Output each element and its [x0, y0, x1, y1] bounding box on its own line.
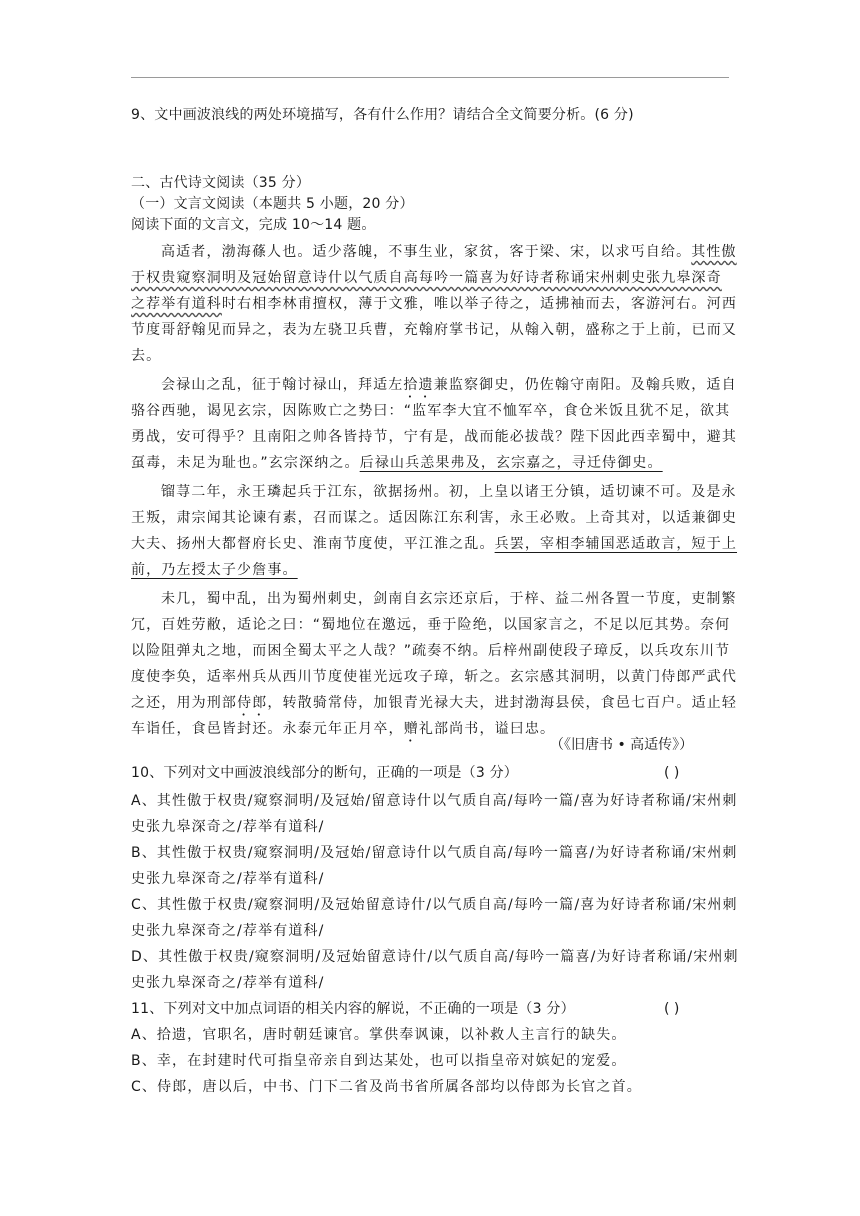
- passage-line: 以险阻弹丸之地，而困全蜀太平之人哉？”疏奏不纳。后梓州副使段子璋反，以兵攻东川节: [131, 643, 731, 659]
- passage-line: 去。: [131, 348, 162, 364]
- passage-text: 大夫、扬州大都督府长史、淮南节度使，平江淮之乱。: [131, 536, 495, 552]
- wavy-underline-text: 之荐举有道科: [131, 296, 222, 312]
- underlined-sentence: 兵罢，宰相李辅国恶适敢言，短于上: [494, 536, 738, 552]
- passage-text: ，转散骑常侍，加银青光禄大夫，进封渤海县侯，食邑七百户。适止轻: [267, 695, 738, 711]
- wavy-underline-text: 于权贵窥察洞明及冠始留意诗什以气质自高每吟一篇喜为好诗者称诵宋州刺史张九皋深奇: [131, 270, 722, 286]
- passage-text: 时右相李林甫擅权，薄于文雅，唯以举子待之，适拂袖而去，客游河右。河西: [221, 296, 738, 312]
- option-a: A、拾遗，官职名，唐时朝廷谏官。掌供奉讽谏，以补救人主言行的缺失。: [131, 1027, 627, 1043]
- passage-line: [161, 242, 737, 262]
- question-9: 9、文中画波浪线的两处环境描写，各有什么作用？请结合全文简要分析。(6 分): [131, 107, 634, 123]
- passage-line: 镏荨二年，永王璘起兵于江东，欲据扬州。初，上皇以诸王分镇，适切谏不可。及是永: [161, 484, 737, 500]
- option-a: A、其性傲于权贵/窥察洞明/及冠始/留意诗什以气质自高/每吟一篇/喜为好诗者称诵/宋州刺: [131, 793, 738, 809]
- question-11-stem: 11、下列对文中加点词语的相关内容的解说，不正确的一项是（3 分）: [131, 1001, 575, 1017]
- passage-text: 礼部尚书，谥曰忠。: [418, 721, 556, 737]
- option-b: B、其性傲于权贵/窥察洞明/及冠始/留意诗什以气质自高/每吟一篇喜/为好诗者称诵/宋州刺: [131, 845, 738, 861]
- header-rule: [131, 77, 729, 78]
- answer-blank[interactable]: ( ): [664, 765, 680, 781]
- dotted-term: 侍郎: [237, 695, 268, 711]
- passage-line: 王叛，肃宗闻其论谏有素，召而谋之。适因陈江东利害，永王必败。上奇其对，以适兼御史: [131, 510, 737, 526]
- passage-line: 未几，蜀中乱，出为蜀州刺史，剑南自玄宗还京后，于梓、益二州各置一节度，吏制繁: [161, 591, 737, 607]
- option-d: D、其性傲于权贵/窥察洞明/及冠始留意诗什/以气质自高/每吟一篇喜/为好诗者称诵/宋州刺: [131, 949, 739, 965]
- passage-line: [161, 375, 737, 401]
- option-d-cont: 史张九皋深奇之/荐举有道科/: [131, 975, 325, 991]
- subsection-heading: （一）文言文阅读（本题共 5 小题，20 分）: [131, 196, 414, 212]
- passage-line: 骆谷西驰，谒见玄宗，因陈败亡之势曰：“监军李大宜不恤军卒，食仓米饭且犹不足，欲其: [131, 403, 731, 419]
- passage-text: 兼监察御史，仍佐翰守南阳。及翰兵败，适自: [433, 377, 737, 393]
- passage-line: [131, 268, 731, 288]
- passage-line: [131, 693, 738, 719]
- passage-text: 车诣任，食邑皆封还。永泰元年正月卒，: [131, 721, 404, 737]
- passage-line: 勇战，安可得乎？且南阳之帅各皆持节，宁有是，战而能必拔哉？陛下因此西幸蜀中，避其: [131, 429, 737, 445]
- option-c: C、其性傲于权贵/窥察洞明/及冠始留意诗什/以气质自高/每吟一篇/喜为好诗者称诵/宋州刺: [131, 897, 738, 913]
- wavy-underline-text: 其性傲: [691, 244, 737, 260]
- dotted-term: 拾遗: [403, 377, 434, 393]
- passage-line: 冗，百姓劳敝，适论之曰：“蜀地位在邀远，垂于险绝，以国家言之，不足以厄其势。奈何: [131, 617, 731, 633]
- passage-line: [131, 294, 738, 314]
- passage-line: [131, 534, 738, 554]
- passage-text: 高适者，渤海蓧人也。适少落魄，不事生业，家贫，客于梁、宋，以求丐自给。: [161, 244, 692, 260]
- underlined-sentence: 前，乃左授太子少詹事。: [131, 562, 298, 578]
- reading-instruction: 阅读下面的文言文，完成 10～14 题。: [131, 217, 376, 233]
- answer-blank[interactable]: ( ): [664, 1001, 680, 1017]
- option-b: B、幸，在封建时代可指皇帝亲自到达某处，也可以指皇帝对嫔妃的宠爱。: [131, 1053, 627, 1069]
- passage-text: 虿毒，未足为耻也。”玄宗深纳之。: [131, 455, 360, 471]
- option-c: C、侍郎，唐以后，中书、门下二省及尚书省所属各部均以侍郎为长官之首。: [131, 1079, 642, 1095]
- question-10-stem: 10、下列对文中画波浪线部分的断句，正确的一项是（3 分）: [131, 765, 518, 781]
- passage-line: [131, 453, 731, 473]
- option-b-cont: 史张九皋深奇之/荐举有道科/: [131, 871, 325, 887]
- passage-source: （《旧唐书 • 高适传》）: [550, 737, 694, 753]
- passage-text: 之还，用为刑部: [131, 695, 238, 711]
- passage-text: 会禄山之乱，征于翰讨禄山，拜适左: [161, 377, 404, 393]
- option-c-cont: 史张九皋深奇之/荐举有道科/: [131, 923, 325, 939]
- section-heading: 二、古代诗文阅读（35 分）: [131, 175, 311, 191]
- underlined-sentence: 后禄山兵恙果弗及，玄宗嘉之，寻迁侍御史。: [359, 455, 663, 471]
- passage-line: 节度哥舒翰见而异之，表为左骁卫兵曹，充翰府掌书记，从翰入朝，盛称之于上前，已而又: [131, 322, 737, 338]
- passage-line: [131, 560, 731, 580]
- option-a-cont: 史张九皋深奇之/荐举有道科/: [131, 819, 325, 835]
- dotted-term: 赠: [403, 721, 419, 737]
- passage-line: 度使李奂，适率州兵从西川节度使崔光远攻子璋，斩之。玄宗感其洞明，以黄门侍郎严武代: [131, 669, 737, 685]
